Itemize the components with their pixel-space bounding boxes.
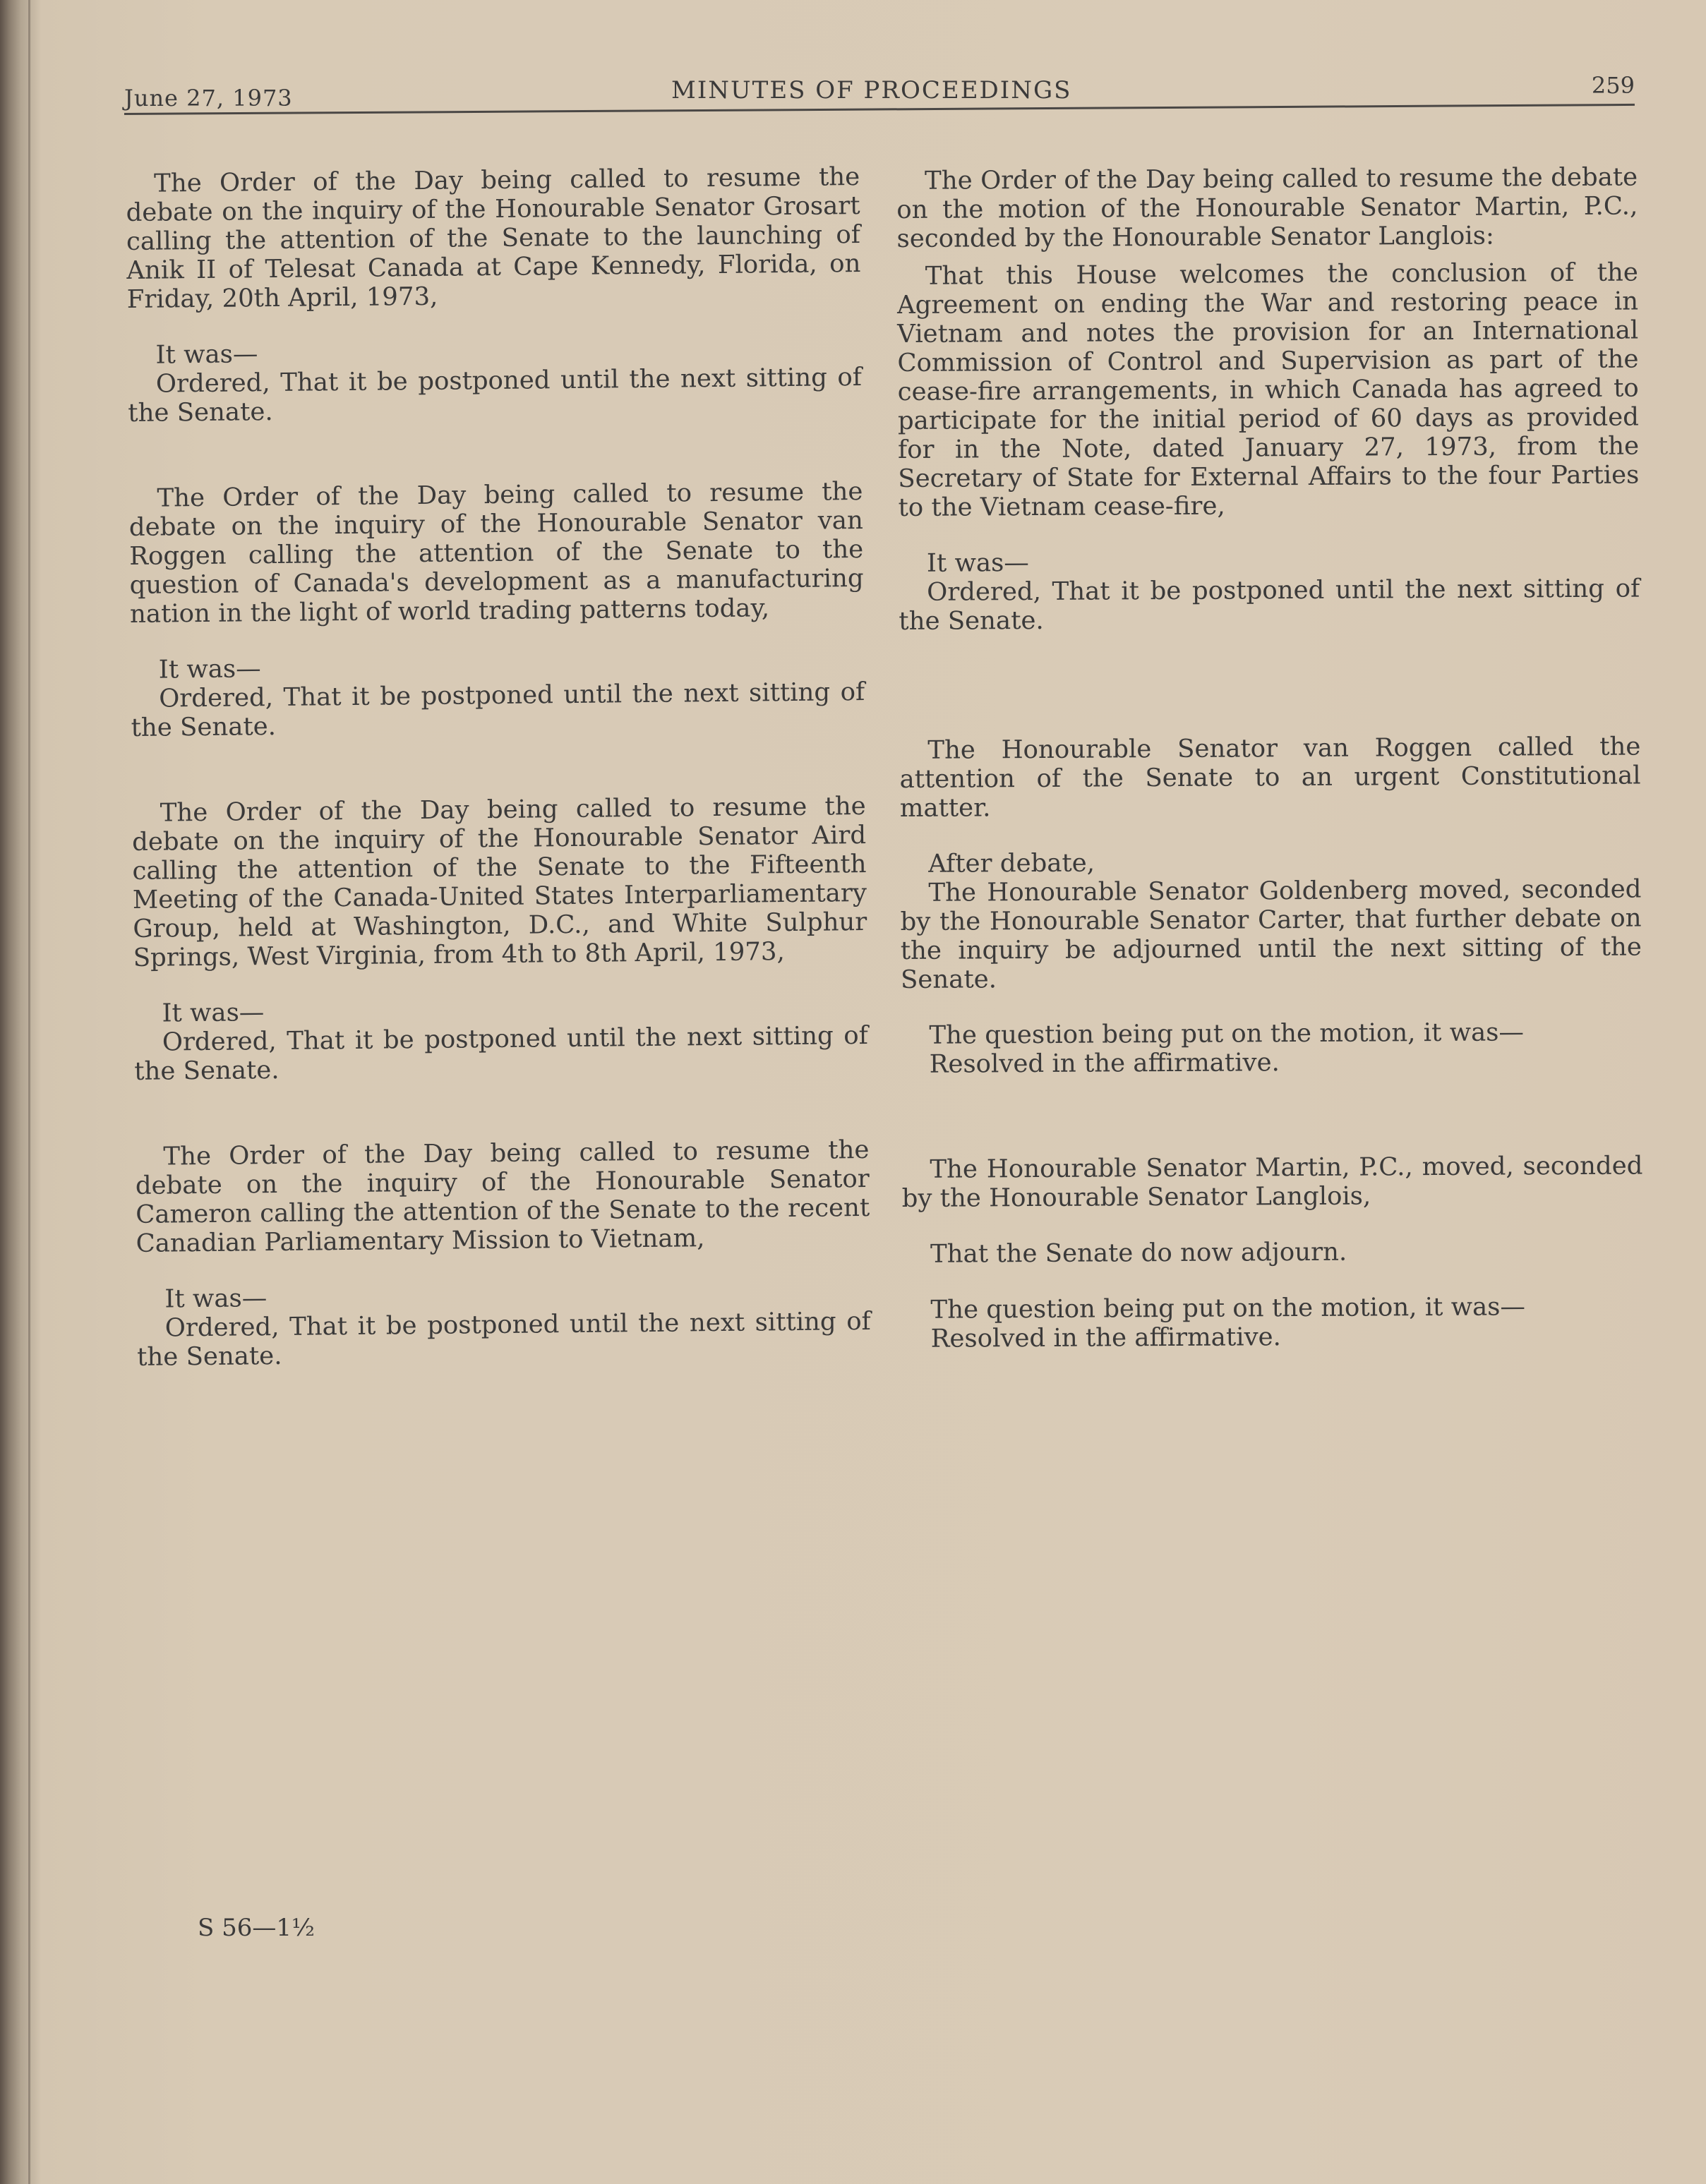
entry-cameron-inquiry [135,1135,871,1372]
book-gutter-line [28,0,30,2184]
header-title: MINUTES OF PROCEEDINGS [671,76,1072,104]
it-was-text: It was— [926,548,1029,578]
book-spine-shadow [0,0,41,2184]
page-number: 259 [1591,72,1635,99]
entry-martin-motion [896,163,1640,636]
order-of-day-text: The Order of the Day being called to resume the debate on the inquiry of the Honourable Senator Grosart calling the attention of the Senate to the launching of Anik II of Telesat Canada at Cape Kennedy, Florida, on Friday, 20th April, 1973, [126,162,861,314]
ordered-text: Ordered, That it be postponed until the next sitting of the Senate. [136,1306,871,1372]
ordered-text: Ordered, That it be postponed until the next sitting of the Senate. [131,677,865,742]
adjourn-motion-text: That the Senate do now adjourn. [930,1237,1347,1269]
right-column [896,163,1644,1353]
order-of-day-text: The Order of the Day being called to resume the debate on the inquiry of the Honourable Senator Cameron calling the attention of the Senate to the recent Canadian Parliamentary Mission to Vietnam, [135,1135,870,1258]
after-debate-text: After debate, [928,848,1095,879]
it-was-text: It was— [158,654,261,684]
signature-code: S 56—1½ [198,1914,315,1942]
order-of-day-text: The Order of the Day being called to resume the debate on the inquiry of the Honourable Senator van Roggen calling the attention of the Senate to the question of Canada's development as a manufacturing nation in the light of world trading patterns today, [128,476,864,629]
order-of-day-text: The Order of the Day being called to resume the debate on the inquiry of the Honourable Senator Aird calling the attention of the Senate to the Fifteenth Meeting of the Canada-United States Interparliamentary Group, held at Washington, D.C., and White Sulphur Springs, West Virginia, from 4th to 8th April, 1973, [131,791,867,972]
entry-aird-inquiry [132,792,869,1086]
ordered-text: Ordered, That it be postponed until the next sitting of the Senate. [134,1020,869,1086]
question-text: The question being put on the motion, it was— [930,1292,1526,1325]
resolved-text: Resolved in the affirmative. [930,1322,1281,1353]
it-was-text: It was— [162,998,265,1028]
entry-van-roggen-inquiry [128,477,865,742]
ordered-text: Ordered, That it be postponed until the next sitting of the Senate. [899,574,1640,636]
it-was-text: It was— [155,339,258,370]
entry-grosart-inquiry [126,162,862,428]
question-text: The question being put on the motion, it was— [929,1018,1525,1050]
adjourn-motion-intro-text: The Honourable Senator Martin, P.C., moved, seconded by the Honourable Senator Langlois, [901,1151,1643,1213]
motion-text: That this House welcomes the conclusion of the Agreement on ending the War and restoring peace in Vietnam and notes the provision for an International Commission of Control and Supervision as part of the cease-fire arrangements, in which Canada has agreed to participate for the initial period of 60 days as provided for in the Note, dated January 27, 1973, from the Secretary of State for External Affairs to the four Parties to the Vietnam cease-fire, [896,258,1640,522]
header-date: June 27, 1973 [124,85,293,111]
inquiry-intro-text: The Honourable Senator van Roggen called the attention of the Senate to an urgent Constitutional matter. [899,732,1641,823]
resolved-text: Resolved in the affirmative. [929,1048,1280,1079]
entry-constitutional-matter [899,732,1642,1078]
left-column [126,162,871,1372]
ordered-text: Ordered, That it be postponed until the next sitting of the Senate. [128,363,863,428]
it-was-text: It was— [164,1284,268,1314]
entry-adjournment [901,1151,1643,1353]
order-of-day-text: The Order of the Day being called to resume the debate on the motion of the Honourable Senator Martin, P.C., seconded by the Honourable Senator Langlois: [896,162,1638,253]
adjournment-motion-text: The Honourable Senator Goldenberg moved, seconded by the Honourable Senator Carter, that further debate on the inquiry be adjourned until the next sitting of the Senate. [900,874,1642,994]
